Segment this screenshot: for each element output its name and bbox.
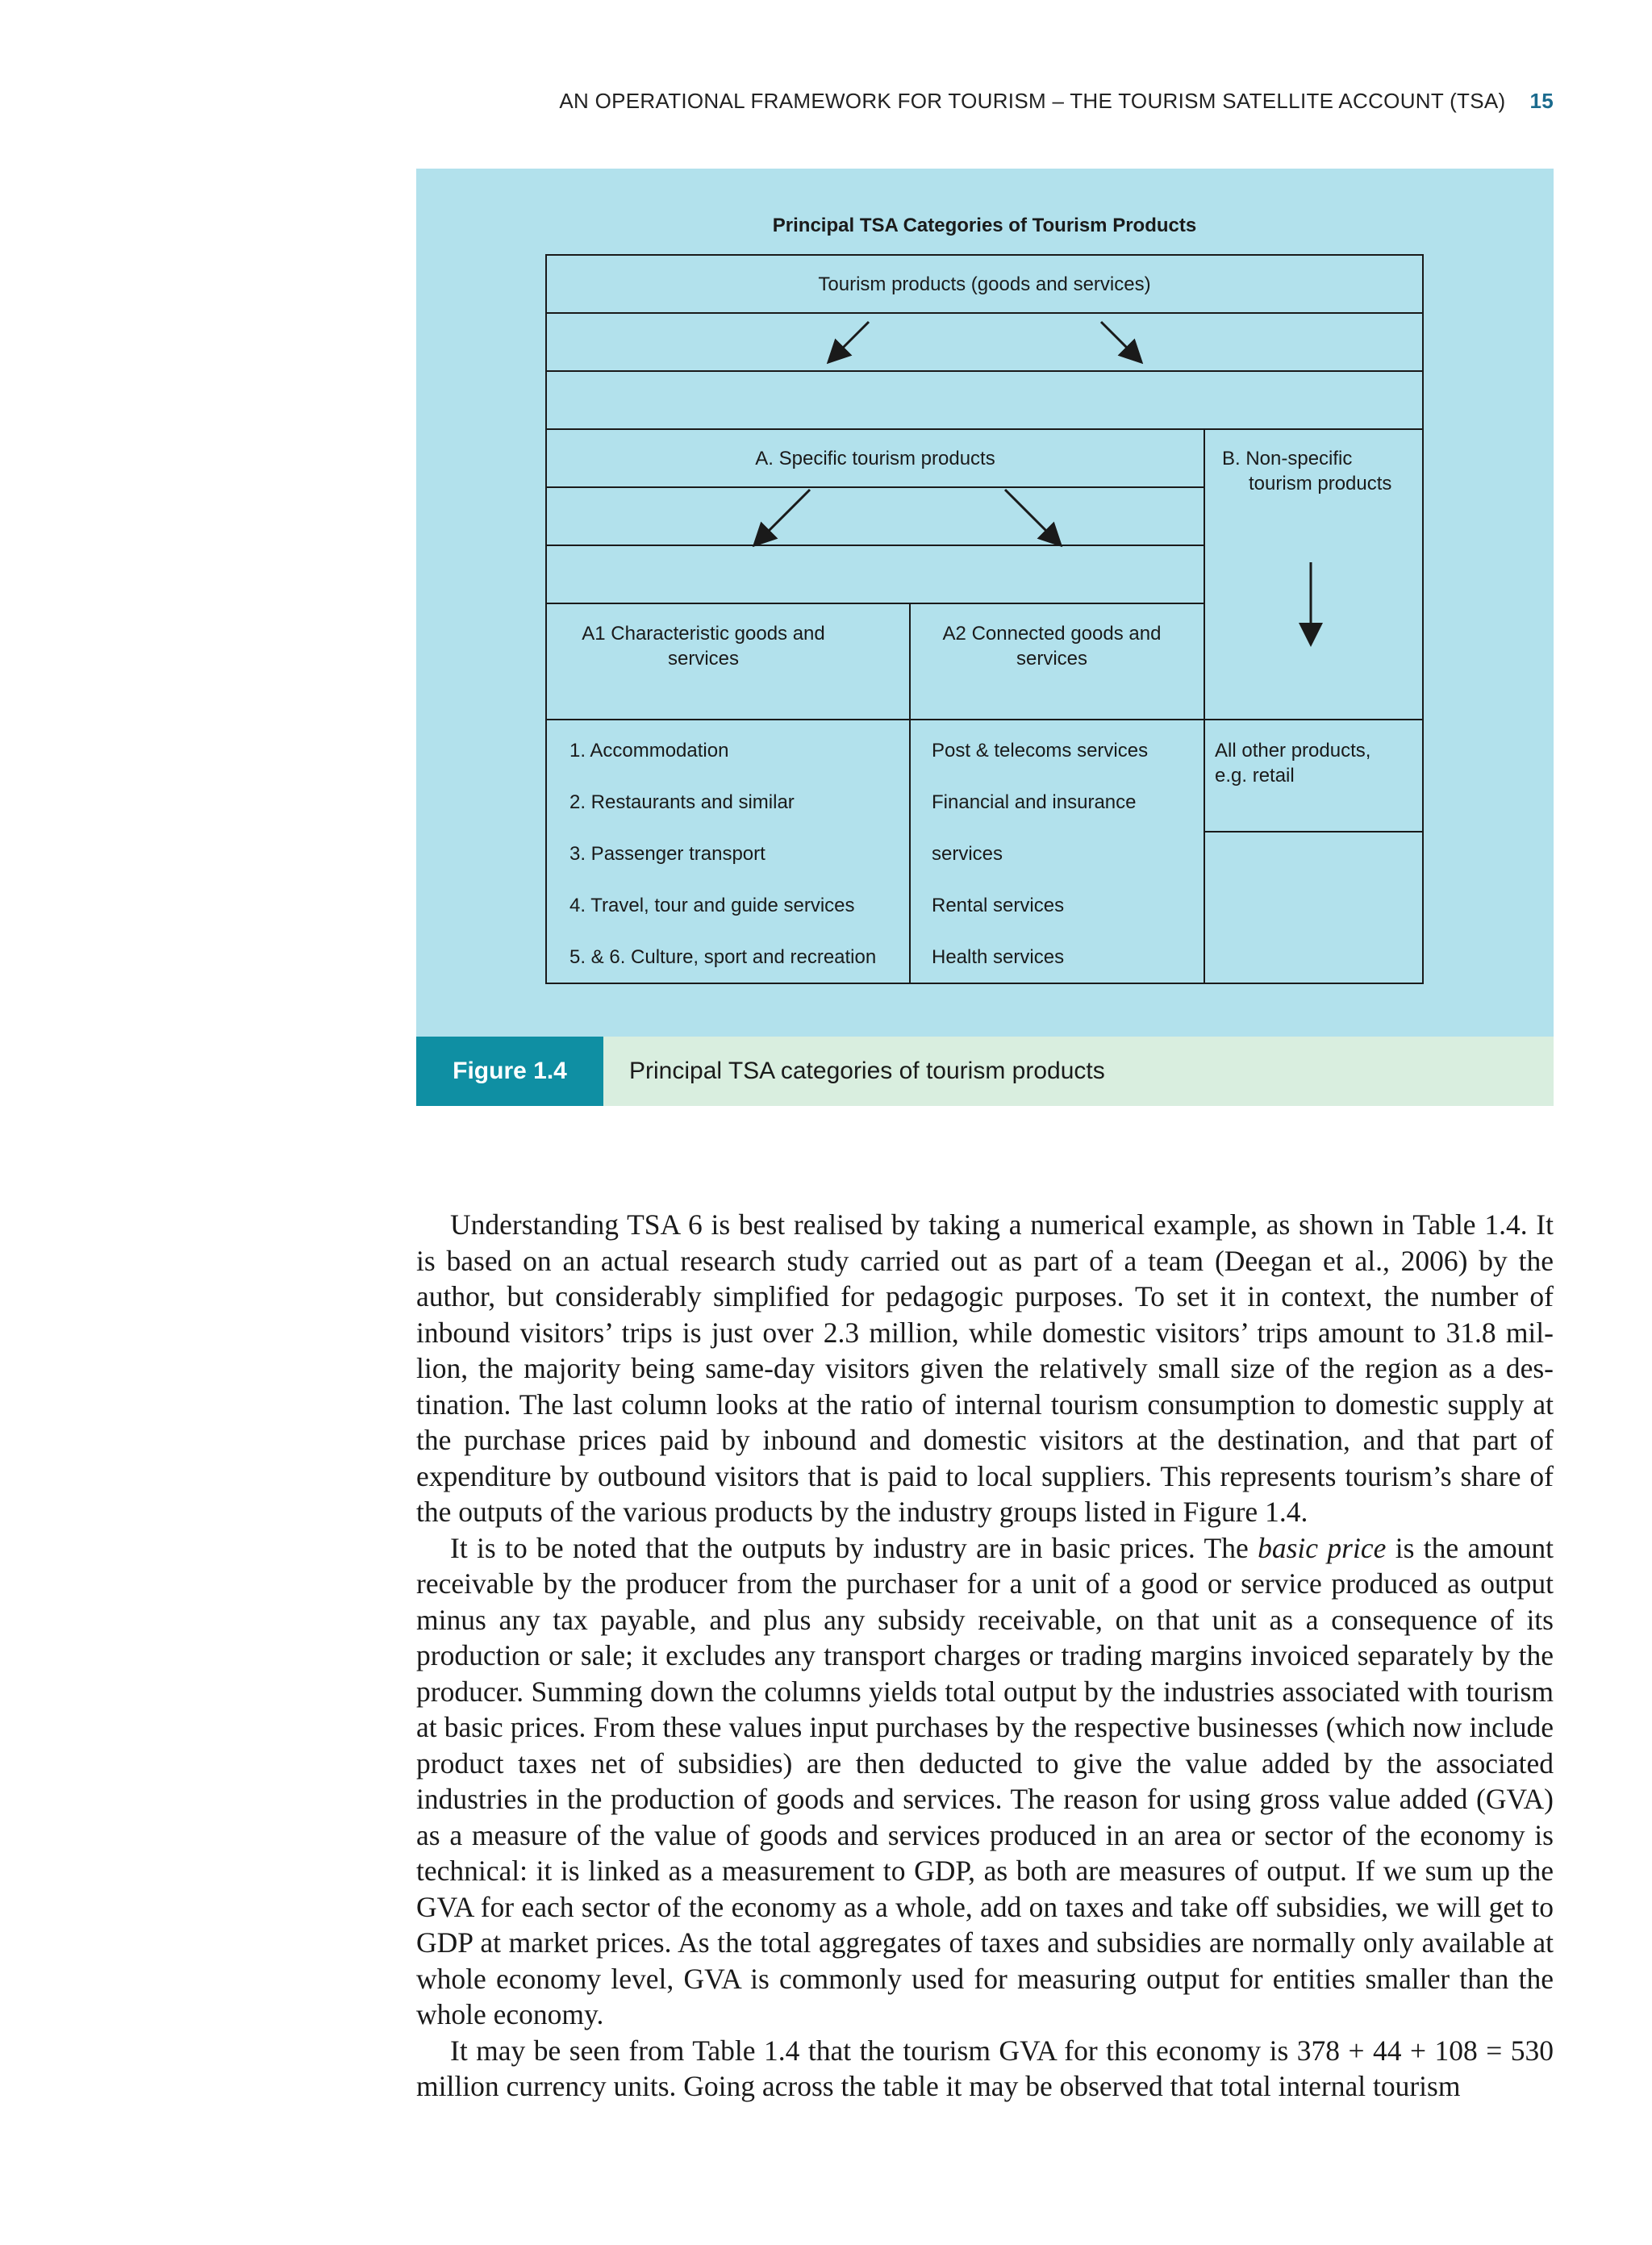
arrow-to-specific [830, 322, 869, 361]
paragraph: Understanding TSA 6 is best realised by taking a numerical example, as shown in Table 1.4. It is based on an actual research study carried out as part of a team (Deegan et al., 2006) by the author, but considerably simplified for pedagogic purposes. To set it in context, the number of inbound visitors’ trips is just over 2.3 million, while domestic visitors’ trips amount to 31.8 million, the majority being same-day visitors given the relatively small size of the region as a destination. The last column looks at the ratio of internal tourism consumption to domestic supply at the purchase prices paid by inbound and domestic visitors at the destination, and that part of expenditure by outbound visitors that is paid to local suppliers. This represents tourism’s share of the outputs of the various products by the industry groups listed in Figure 1.4. [416, 1208, 1554, 1528]
arrow-to-a1 [756, 490, 810, 544]
a1-item: 2. Restaurants and similar [569, 791, 795, 813]
running-title: AN OPERATIONAL FRAMEWORK FOR TOURISM – THE TOURISM SATELLITE ACCOUNT (TSA) [559, 89, 1506, 113]
a1-item: 1. Accommodation [569, 740, 729, 762]
a1-item: 4. Travel, tour and guide services [569, 895, 855, 916]
tsa-categories-diagram [416, 169, 1554, 1037]
paragraph: It may be seen from Table 1.4 that the tourism GVA for this economy is 378 + 44 + 108 = 530 million currency units. Going across the table it may be observed that total internal tourism [416, 2034, 1554, 2102]
nonspecific-label-line1: B. Non-specific [1222, 448, 1353, 469]
paragraph-text: It is to be noted that the outputs by industry are in basic prices. The [450, 1531, 1258, 1564]
arrow-to-nonspecific [1101, 322, 1140, 361]
b-item-line2: e.g. retail [1215, 765, 1295, 787]
a2-item: Rental services [932, 895, 1065, 916]
a2-item: Post & telecoms services [932, 740, 1149, 762]
paragraph [416, 1530, 1554, 2033]
a2-item: services [932, 843, 1003, 865]
diagram-outer-frame [546, 255, 1423, 983]
b-item-line1: All other products, [1215, 740, 1371, 762]
a2-heading-line1: A2 Connected goods and [942, 623, 1162, 645]
nonspecific-label-line2: tourism products [1249, 473, 1392, 494]
specific-products-label: A. Specific tourism products [755, 448, 995, 469]
figure-number: Figure 1.4 [416, 1037, 603, 1106]
a2-item: Financial and insurance [932, 791, 1137, 813]
figure-caption [416, 1037, 1554, 1106]
page-number: 15 [1529, 89, 1554, 113]
top-box-label: Tourism products (goods and services) [818, 273, 1151, 295]
arrow-to-a2 [1005, 490, 1059, 544]
a1-heading-line1: A1 Characteristic goods and [582, 623, 825, 645]
a1-item: 5. & 6. Culture, sport and recreation [569, 946, 877, 968]
a2-heading-line2: services [1016, 648, 1088, 670]
paragraph-text: is the amount receivable by the producer from the purchaser for a unit of a good or service produced as output minus any tax payable, and plus any subsidy receivable, on that unit as a consequence of its production or sale; it excludes any transport charges or trading margins invoiced separately by the producer. Summing down the columns yields total output by the industries associated with tourism at basic prices. From these values input purchases by the respective businesses (which now include product taxes net of subsidies) are then deducted to give the value added by the associated industries in the production of goods and services. The reason for using gross value added (GVA) as a measure of the value of goods and services produced in an area or sector of the economy is technical: it is linked as a measurement to GDP, as both are measures of output. If we sum up the GVA for each sector of the economy as a whole, add on taxes and take off subsidies, we will get to GDP at market prices. As the total aggregates of taxes and subsidies are normally only available at whole economy level, GVA is commonly used for measuring output for entities smaller than the whole economy. [416, 1531, 1554, 2030]
italic-term: basic price [1258, 1531, 1387, 1564]
a1-heading-line2: services [667, 648, 740, 670]
running-header [416, 89, 1554, 114]
figure-caption-text: Principal TSA categories of tourism products [629, 1058, 1105, 1084]
body-text [416, 1207, 1554, 2105]
a2-item: Health services [932, 946, 1065, 968]
a1-item: 3. Passenger transport [569, 843, 766, 865]
diagram-title: Principal TSA Categories of Tourism Products [772, 215, 1197, 236]
figure-panel [416, 169, 1554, 1037]
